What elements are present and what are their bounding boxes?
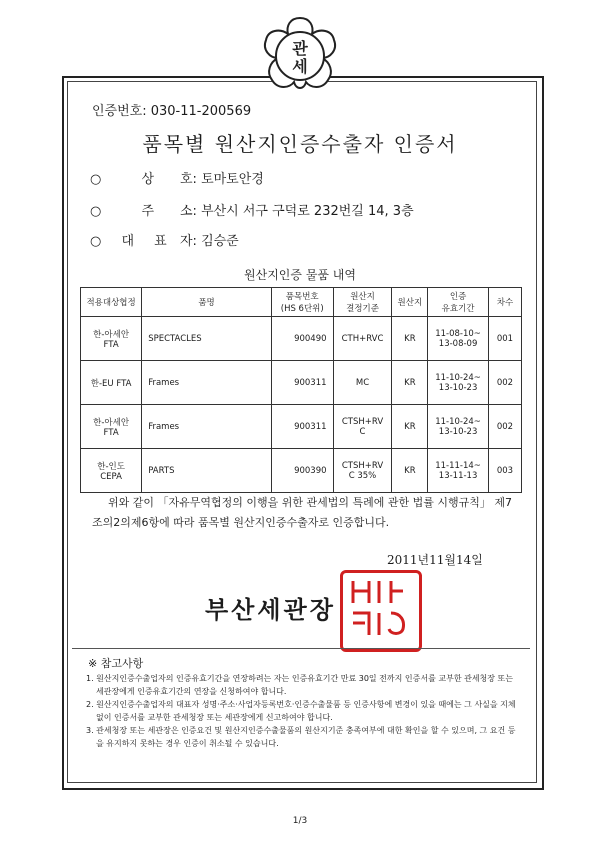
cell-validity: 11-10-24~ 13-10-23 [428,405,489,449]
header-agreement: 적용대상협정 [81,288,142,317]
notes-list [86,672,516,750]
cell-product: Frames [142,405,272,449]
cell-validity: 11-11-14~ 13-11-13 [428,449,489,493]
note-item: 3. 관세청장 또는 세관장은 인증요건 및 원산지인증수출물품의 원산지기준 충족여부에 대한 확인을 할 수 있으며, 그 요건 등을 유지하지 못하는 경우 인증이 취소될 수 있습니다. [86,726,516,748]
table-header-row [81,288,522,317]
seal-text-top: 관 [292,39,308,58]
cell-validity: 11-10-24~ 13-10-23 [428,361,489,405]
cell-sequence: 002 [488,405,521,449]
cell-product: PARTS [142,449,272,493]
certification-statement: 위와 같이 「자유무역협정의 이행을 위한 관세법의 특례에 관한 법률 시행규칙」 제7조의2의제6항에 따라 품목별 원산지인증수출자로 인증합니다. [92,496,512,529]
cell-origin-criteria: MC [333,361,392,405]
field-representative-label: ○ 대 표 [90,234,175,249]
table-row [81,317,522,361]
cell-agreement: 한-아세안 FTA [81,405,142,449]
cell-origin-criteria: CTH+RVC [333,317,392,361]
field-company-label: ○ 상 [90,172,173,187]
cell-hs-code: 900311 [271,361,333,405]
cell-product: SPECTACLES [142,317,272,361]
table-row [81,361,522,405]
cell-origin: KR [392,361,428,405]
header-origin: 원산지 [392,288,428,317]
table-row [81,405,522,449]
header-hs-code: 품목번호 (HS 6단위) [271,288,333,317]
field-company-value: 호: 토마토안경 [180,172,264,187]
cell-sequence: 002 [488,361,521,405]
cell-hs-code: 900311 [271,405,333,449]
header-origin-criteria: 원산지 결정기준 [333,288,392,317]
page-number: 1/3 [292,816,308,826]
cell-origin: KR [392,449,428,493]
header-product: 품명 [142,288,272,317]
header-sequence: 차수 [488,288,521,317]
cell-agreement: 한-EU FTA [81,361,142,405]
cell-product: Frames [142,361,272,405]
field-company [90,168,264,187]
table-row [81,449,522,493]
notes-title: ※ 참고사항 [88,657,144,670]
field-representative [90,230,239,249]
cell-sequence: 003 [488,449,521,493]
notes-divider [72,648,530,649]
note-item: 2. 원산지인증수출업자의 대표자 성명·주소·사업자등록번호·인증수출물품 등 인증사항에 변경이 있을 때에는 그 사실을 지체 없이 인증서를 교부한 관세청장 또는 세관장에게 신고하여야 합니다. [86,700,516,722]
seal-text-bottom: 세 [292,57,308,76]
cell-origin: KR [392,405,428,449]
cell-sequence: 001 [488,317,521,361]
issue-date: 2011년11월14일 [387,553,483,567]
field-address-value: 소: 부산시 서구 구덕로 232번길 14, 3층 [180,204,414,219]
cell-validity: 11-08-10~ 13-08-09 [428,317,489,361]
certified-items-table [80,287,522,493]
field-address-label: ○ 주 [90,204,173,219]
cell-origin-criteria: CTSH+RV C [333,405,392,449]
cell-origin: KR [392,317,428,361]
document-title: 품목별 원산지인증수출자 인증서 [142,132,458,156]
certificate-number: 인증번호: 030-11-200569 [92,104,252,119]
cell-agreement: 한-아세안 FTA [81,317,142,361]
official-stamp-icon [340,570,422,652]
note-item: 1. 원산지인증수출업자의 인증유효기간을 연장하려는 자는 인증유효기간 만료 30일 전까지 인증서를 교부한 관세청장 또는 세관장에게 인증유효기간의 연장을 신청하여야 합니다. [86,674,513,696]
cell-agreement: 한-인도 CEPA [81,449,142,493]
header-validity: 인증 유효기간 [428,288,489,317]
cell-hs-code: 900490 [271,317,333,361]
field-representative-value: 자: 김승준 [180,234,239,249]
customs-emblem-icon [250,12,350,102]
table-subtitle: 원산지인증 물품 내역 [244,268,356,282]
cell-origin-criteria: CTSH+RV C 35% [333,449,392,493]
cell-hs-code: 900390 [271,449,333,493]
issuer-name: 부산세관장 [205,596,336,624]
field-address [90,200,414,219]
